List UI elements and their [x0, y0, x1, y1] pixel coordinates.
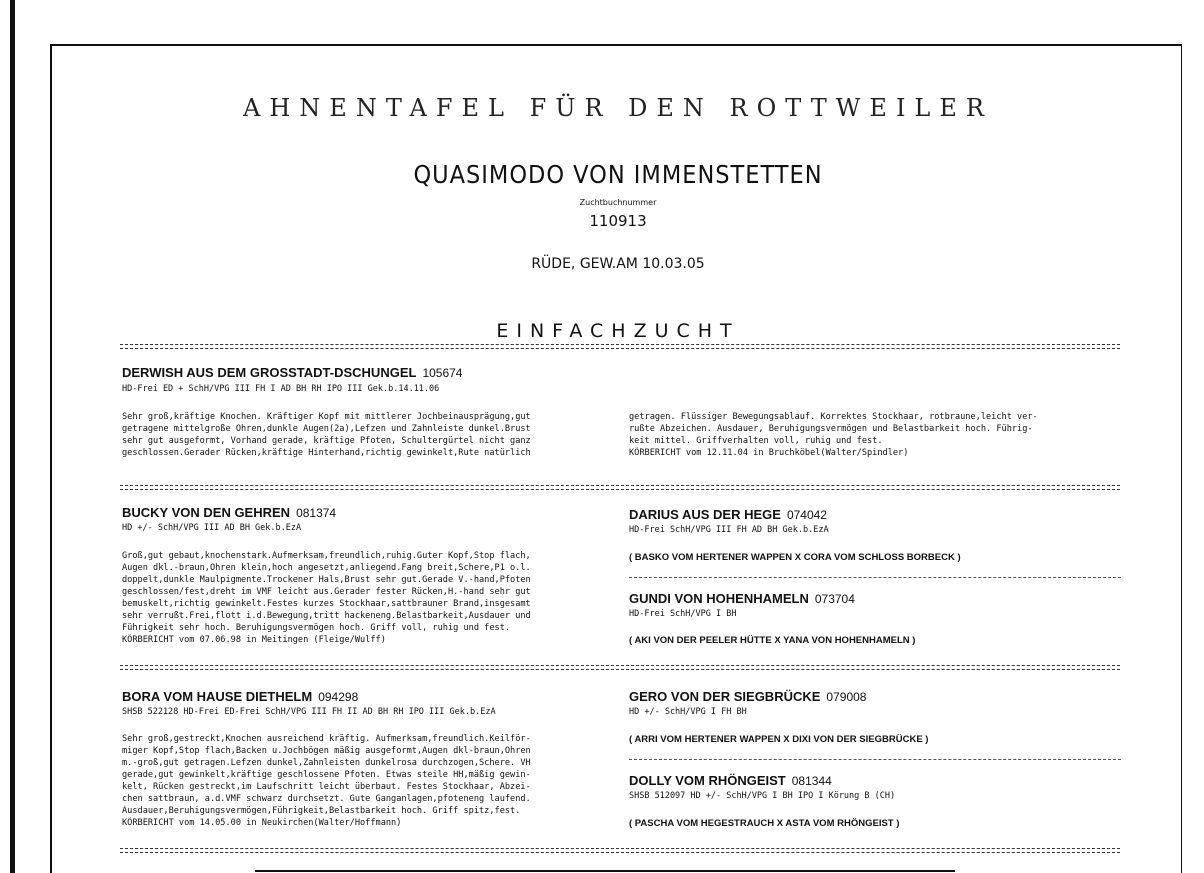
- text-line: KÖRBERICHT vom 12.11.04 in Bruchköbel(Walter/Spindler): [629, 448, 909, 458]
- text-line: rußte Abzeichen. Ausdauer, Beruhigungsvermögen und Belastbarkeit hoch. Führig-: [629, 424, 1033, 434]
- paternal-grandfather-name: BUCKY VON DEN GEHREN 081374: [122, 505, 337, 520]
- text-line: keit mittel. Griffverhalten voll, ruhig und fest.: [629, 436, 883, 446]
- text-line: getragen. Flüssiger Bewegungsablauf. Korrektes Stockhaar, rotbraune,leicht ver-: [629, 412, 1038, 422]
- text-line: gerade,gut gewinkelt,kräftige geschlossene Pfoten. Etwas steile HH,mäßig gewin-: [122, 770, 531, 780]
- pgf-father-parents: ( BASKO VOM HERTENER WAPPEN X CORA VOM SCHLOSS BORBECK ): [629, 552, 961, 563]
- dog-name: QUASIMODO VON IMMENSTETTEN: [413, 160, 823, 189]
- pgm-mother-titles: SHSB 512097 HD +/- SchH/VPG I BH IPO I Körung B (CH): [629, 791, 896, 801]
- text-line: getragene mittelgroße Ohren,dunkle Augen(2a),Lefzen und Zahnleiste dunkel.Brust: [122, 424, 531, 434]
- pgf-father-number: 074042: [786, 508, 827, 522]
- pgf-mother-parents: ( AKI VON DER PEELER HÜTTE X YANA VON HOHENHAMELN ): [629, 635, 916, 646]
- paternal-grandmother-name: BORA VOM HAUSE DIETHELM 094298: [122, 689, 359, 704]
- paternal-grandmother-number: 094298: [318, 690, 359, 704]
- sex-and-birth-date: RÜDE, GEW.AM 10.03.05: [531, 256, 705, 272]
- paternal-grandfather-titles: HD +/- SchH/VPG III AD BH Gek.b.EzA: [122, 523, 302, 533]
- pgm-mother-parents: ( PASCHA VOM HEGESTRAUCH X ASTA VOM RHÖNGEIST ): [629, 818, 900, 829]
- studbook-number: 110913: [589, 212, 647, 230]
- text-line: geschlossen.Gerader Rücken,kräftige Hinterhand,richtig gewinkelt,Rute natürlich: [122, 448, 531, 458]
- paternal-grandmother-titles: SHSB 522128 HD-Frei ED-Frei SchH/VPG III FH II AD BH RH IPO III Gek.b.EzA: [122, 707, 496, 717]
- document-title: AHNENTAFEL FÜR DEN ROTTWEILER: [243, 94, 993, 122]
- text-line: Sehr groß,kräftige Knochen. Kräftiger Kopf mit mittlerer Jochbeinausprägung,gut: [122, 412, 531, 422]
- text-line: sehr gut ausgeformt, Vorhand gerade, kräftige Pfoten, Schultergürtel nicht ganz: [122, 436, 531, 446]
- paternal-grandfather-number: 081374: [296, 506, 337, 520]
- text-line: geschlossen/fest,dreht im VMF leicht aus.Gerader fester Rücken,H.-hand sehr gut: [122, 587, 531, 597]
- pgm-father-number: 079008: [826, 690, 867, 704]
- father-name: DERWISH AUS DEM GROSSTADT-DSCHUNGEL 105674: [122, 365, 463, 380]
- father-number: 105674: [422, 366, 463, 380]
- pedigree-document: [50, 44, 1182, 873]
- pgf-father-titles: HD-Frei SchH/VPG III FH AD BH Gek.b.EzA: [629, 525, 829, 535]
- pgf-mother-number: 073704: [814, 592, 855, 606]
- separator-line: [120, 344, 1120, 349]
- father-description-left: [122, 411, 622, 459]
- scan-bottom-line: [255, 870, 955, 872]
- studbook-label: Zuchtbuchnummer: [579, 198, 657, 207]
- text-line: chen sattbraun, a.d.VMF schwarz durchsetzt. Gute Ganganlagen,pfoteneng laufend.: [122, 794, 531, 804]
- text-line: doppelt,dunkle Maulpigmente.Trockener Hals,Brust sehr gut.Gerade V.-hand,Pfoten: [122, 575, 531, 585]
- pgm-mother-number: 081344: [791, 774, 832, 788]
- pgm-father-titles: HD +/- SchH/VPG I FH BH: [629, 707, 747, 717]
- father-titles: HD-Frei ED + SchH/VPG III FH I AD BH RH IPO III Gek.b.14.11.06: [122, 384, 440, 394]
- father-description-right: [629, 411, 1124, 459]
- text-line: bemuskelt,richtig gewinkelt.Festes kurzes Stockhaar,sattbrauner Brand,insgesamt: [122, 599, 531, 609]
- paternal-grandmother-description: [122, 733, 622, 829]
- separator-line: [120, 848, 1120, 853]
- scan-edge-bar: [10, 0, 15, 873]
- divider-line: [629, 577, 1121, 578]
- pgf-mother-titles: HD-Frei SchH/VPG I BH: [629, 609, 737, 619]
- paternal-grandfather-description: [122, 550, 622, 646]
- separator-line: [120, 485, 1120, 490]
- text-line: sehr verrußt.Frei,flott i.d.Bewegung,tritt hackeneng.Belastbarkeit,Ausdauer und: [122, 611, 531, 621]
- pgf-mother-name: GUNDI VON HOHENHAMELN 073704: [629, 591, 855, 606]
- separator-line: [120, 665, 1120, 670]
- text-line: KÖRBERICHT vom 07.06.98 in Meitingen (Fleige/Wulff): [122, 635, 386, 645]
- text-line: kelt, Rücken gestreckt,im Laufschritt leicht überbaut. Festes Stockhaar, Abzei-: [122, 782, 531, 792]
- pgm-mother-name: DOLLY VOM RHÖNGEIST 081344: [629, 773, 832, 788]
- text-line: Groß,gut gebaut,knochenstark.Aufmerksam,freundlich,ruhig.Guter Kopf,Stop flach,: [122, 551, 531, 561]
- text-line: Führigkeit sehr hoch. Beruhigungsvermögen hoch. Griff voll, ruhig und fest.: [122, 623, 511, 633]
- divider-line: [629, 759, 1121, 760]
- text-line: miger Kopf,Stop flach,Backen u.Jochbögen mäßig ausgeformt,Augen dkl-braun,Ohren: [122, 746, 531, 756]
- breeding-type: EINFACHZUCHT: [496, 320, 740, 342]
- text-line: Augen dkl.-braun,Ohren klein,hoch angesetzt,anliegend.Fang breit,Schere,P1 o.l.: [122, 563, 531, 573]
- text-line: m.-groß,gut getragen.Lefzen dunkel,Zahnleisten dunkelrosa durchzogen,Schere. VH: [122, 758, 531, 768]
- text-line: Sehr groß,gestreckt,Knochen ausreichend kräftig. Aufmerksam,freundlich.Keilför-: [122, 734, 531, 744]
- pgf-father-name: DARIUS AUS DER HEGE 074042: [629, 507, 827, 522]
- text-line: KÖRBERICHT vom 14.05.00 in Neukirchen(Walter/Hoffmann): [122, 818, 402, 828]
- pgm-father-parents: ( ARRI VOM HERTENER WAPPEN X DIXI VON DER SIEGBRÜCKE ): [629, 734, 929, 745]
- text-line: Ausdauer,Beruhigungsvermögen,Führigkeit,Belastbarkeit hoch. Griff spitz,fest.: [122, 806, 521, 816]
- pgm-father-name: GERO VON DER SIEGBRÜCKE 079008: [629, 689, 867, 704]
